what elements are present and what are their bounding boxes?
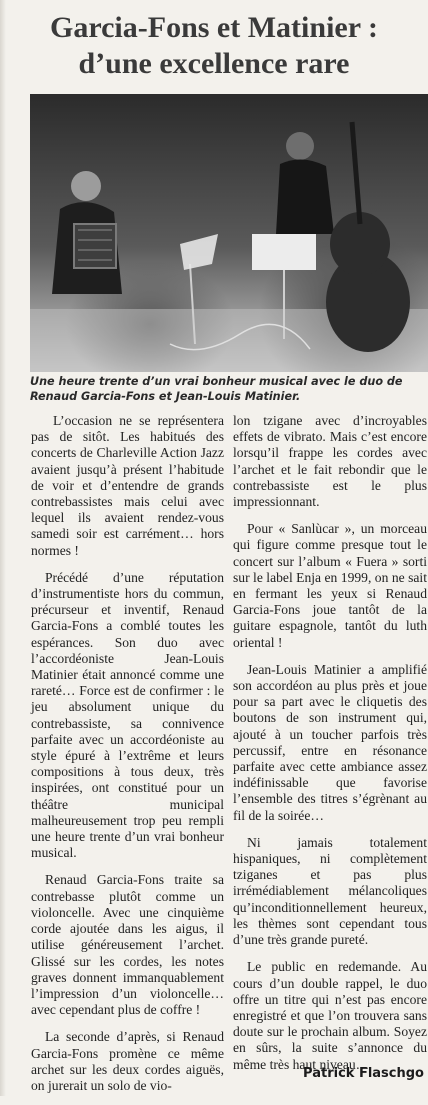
left-paragraph-3: Renaud Garcia-Fons traite sa contrebasse plutôt comme un violoncelle. Avec une cinquième corde ajoutée dans les aigus, il utilise généreusement l’archet. Glissé sur les cordes, les notes graves donnent immanquablement l’impression d’un violoncelle… avec cependant plus de coffre !	[31, 872, 224, 1018]
author-byline: Patrick Flaschgo	[303, 1066, 424, 1081]
accordionist-head	[71, 171, 101, 201]
article-column-left	[31, 413, 224, 1105]
right-paragraph-4: Ni jamais totalement hispaniques, ni complètement tziganes et pas plus irrémédiablement mélancoliques qu’inconditionnellement heureux, les thèmes sont cependant tous d’une très grande pureté.	[233, 834, 427, 948]
article-headline	[0, 10, 428, 82]
music-stand-left	[180, 234, 218, 270]
left-paragraph-2: Précédé d’une réputation d’instrumentiste hors du commun, précurseur et inventif, Renaud Garcia-Fons a comblé toutes les espérances. Son duo avec l’accordéoniste Jean-Louis Matinier était annoncé comme une rareté… Force est de confirmer : le jeu absolument unique du contrebassiste, sa connivence parfaite avec un accordéoniste au style épuré à l’extrême et leurs compositions à tous deux, très inspirées, ont constitué pour un théâtre municipal malheureusement trop peu rempli une heure trente d’un vrai bonheur musical.	[31, 569, 224, 861]
left-paragraph-4: La seconde d’après, si Renaud Garcia-Fons promène ce même archet sur les deux cordes aiguës, on jurerait un solo de vio-	[31, 1029, 224, 1093]
right-paragraph-2: Pour « Sanlùcar », un morceau qui figure comme presque tout le concert sur l’album « Fuera » sorti sur le label Enja en 1999, on ne sait en fermant les yeux si Renaud Garcia-Fons joue tantôt de la guitare espagnole, tantôt du luth oriental !	[233, 521, 427, 650]
headline-line-2: d’une excellence rare	[78, 47, 350, 80]
concert-photo	[30, 94, 428, 372]
right-paragraph-3: Jean-Louis Matinier a amplifié son accordéon au plus près et joue pour sa part avec le cliquetis des boutons de son instrument qui, ajouté à un toucher parfois très percussif, entre en résonance parfaite avec cette ambiance assez indéfinissable que favorise l’ensemble des titres s’égrènant au fil de la soirée…	[233, 661, 427, 823]
bassist-head	[286, 132, 314, 160]
music-stand-right	[252, 234, 316, 270]
concert-photo-illustration	[30, 94, 428, 372]
article-column-right	[233, 413, 427, 1084]
bassist-body	[276, 159, 334, 234]
right-paragraph-1: lon tzigane avec d’incroyables effets de vibrato. Mais c’est encore lorsqu’il frappe les cordes avec l’archet et le fait rebondir que le contrebassiste est le plus impressionnant.	[233, 413, 427, 510]
right-paragraph-5: Le public en redemande. Au cours d’un double rappel, le duo offre un titre qui n’est pas encore enregistré et que l’on trouvera sans doute sur le prochain album. Soyez en sûrs, la suite s’annonce du même très haut niveau…	[233, 959, 427, 1072]
left-paragraph-1: L’occasion ne se représentera pas de sitôt. Les habitués des concerts de Charleville Action Jazz avaient jusqu’à présent l’habitude de voir et d’entendre de grands contrebassistes mais celui avec lequel ils avaient rendez-vous samedi soir est carrément… hors normes !	[31, 413, 224, 558]
headline-line-1: Garcia-Fons et Matinier :	[50, 11, 378, 44]
accordion-instrument	[74, 224, 116, 268]
page-edge-shadow	[0, 0, 6, 1096]
photo-caption: Une heure trente d’un vrai bonheur musical avec le duo de Renaud Garcia-Fons et Jean-Louis Matinier.	[30, 375, 403, 403]
